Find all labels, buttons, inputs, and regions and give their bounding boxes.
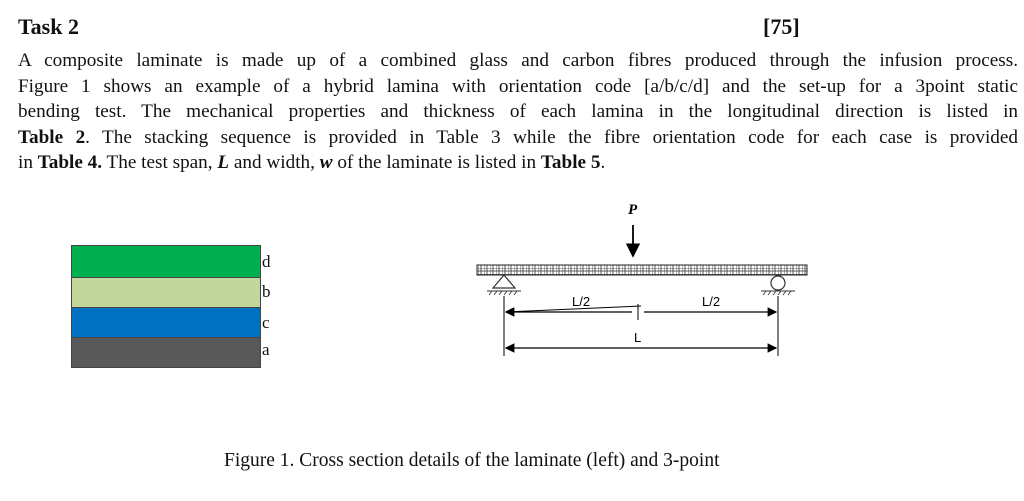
paragraph-line-5-text-b: The test span, — [102, 152, 218, 174]
span-label: L — [634, 330, 642, 345]
half-span-right-label: L/2 — [702, 294, 721, 309]
table-4-ref: Table 4. — [37, 152, 103, 174]
paragraph-line-5-text-a: in — [18, 152, 38, 174]
layer-d — [71, 245, 261, 278]
layer-label-c: c — [262, 313, 270, 332]
paragraph-line-4-text: . The stacking sequence is provided in Table 3 while the fibre orientation code for each case is provided — [85, 126, 1018, 148]
figure-caption: Figure 1. Cross section details of the laminate (left) and 3-point — [224, 450, 720, 471]
paragraph-line-4 — [18, 125, 1018, 151]
load-label: P — [628, 202, 638, 218]
task-description — [18, 48, 1018, 176]
layer-label-d: d — [262, 252, 271, 271]
three-point-bending-diagram — [460, 196, 820, 366]
task-title: Task 2 — [18, 14, 79, 39]
table-5-ref: Table 5 — [540, 152, 601, 174]
width-symbol: w — [319, 152, 333, 174]
paragraph-line-2: Figure 1 shows an example of a hybrid lamina with orientation code [a/b/c/d] and the set-up for a 3point static — [18, 75, 1018, 97]
layer-a — [71, 337, 261, 368]
task-marks: [75] — [763, 14, 800, 39]
layer-label-a: a — [262, 340, 270, 359]
table-2-ref: Table 2 — [18, 126, 86, 148]
span-symbol: L — [217, 152, 230, 174]
layer-c — [71, 307, 261, 338]
paragraph-line-5-text-d: of the laminate is listed in — [332, 152, 541, 174]
paragraph-line-5-text-c: and width, — [229, 152, 320, 174]
paragraph-line-5 — [18, 150, 1018, 176]
layer-label-b: b — [262, 282, 271, 301]
paragraph-line-5-text-e: . — [600, 152, 606, 174]
beam-specimen — [477, 265, 807, 275]
half-span-left-label: L/2 — [572, 294, 591, 309]
layer-b — [71, 277, 261, 308]
pin-support-icon — [487, 275, 521, 295]
paragraph-line-3: bending test. The mechanical properties and thickness of each lamina in the longitudinal direction is listed in — [18, 101, 1018, 123]
roller-support-icon — [761, 276, 795, 295]
paragraph-line-1: A composite laminate is made up of a combined glass and carbon fibres produced through the infusion process. — [18, 50, 1018, 71]
